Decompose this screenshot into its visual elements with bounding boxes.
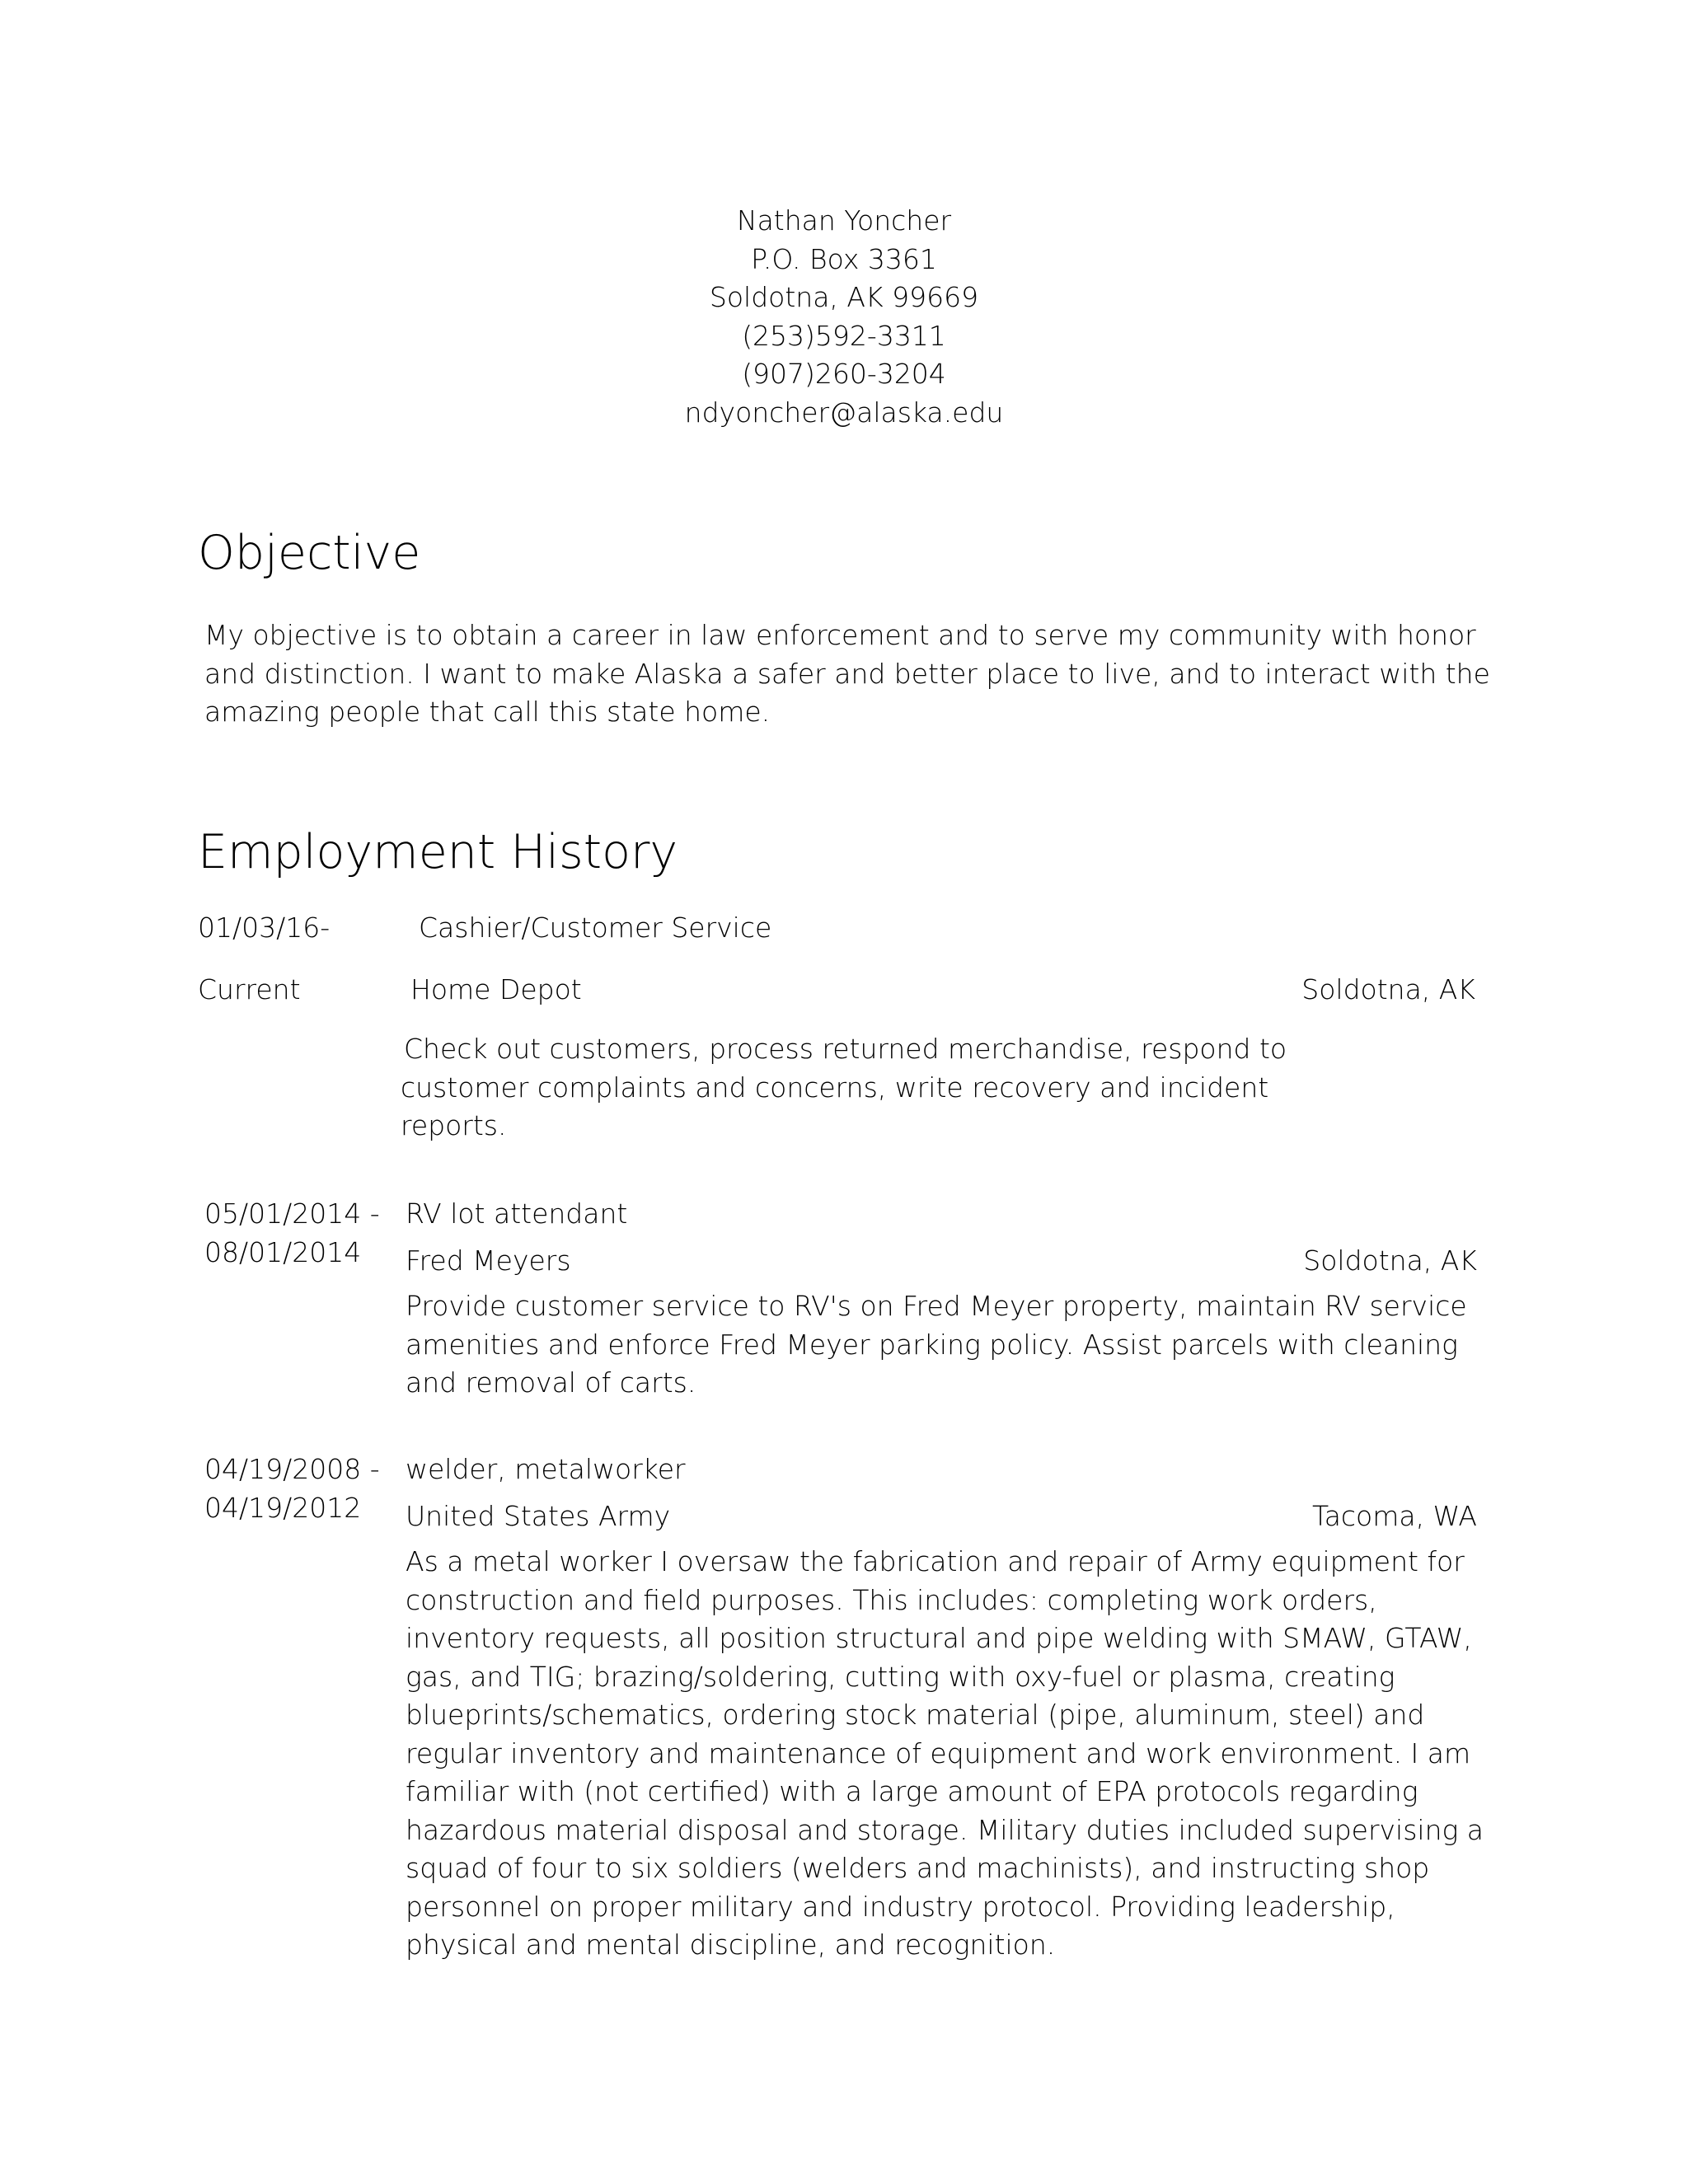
job-3-date-end: 04/19/2012 <box>204 1492 362 1524</box>
job-3-location: Tacoma, WA <box>1312 1500 1477 1532</box>
job-2-date-start: 05/01/2014 - <box>204 1197 380 1230</box>
job-3-date-start: 04/19/2008 - <box>204 1453 380 1485</box>
contact-address-line2: Soldotna, AK 99669 <box>709 281 979 313</box>
job-3-title: welder, metalworker <box>406 1453 686 1485</box>
contact-block <box>0 202 1688 432</box>
employment-heading: Employment History <box>198 825 678 879</box>
job-2-date-end: 08/01/2014 <box>204 1236 362 1268</box>
job-2-location: Soldotna, AK <box>1303 1244 1477 1277</box>
job-2-title: RV lot attendant <box>406 1197 628 1230</box>
objective-text: My objective is to obtain a career in law enforcement and to serve my community with honor and distinction. I want to make Alaska a safer and better place to live, and to interact with the amazing people that call this state home. <box>204 619 1490 728</box>
job-2-employer: Fred Meyers <box>406 1244 571 1277</box>
objective-heading: Objective <box>198 526 421 580</box>
job-1-date-end: Current <box>198 973 301 1005</box>
contact-phone-1: (253)592-3311 <box>742 319 946 352</box>
contact-name: Nathan Yoncher <box>736 204 952 237</box>
job-1-title: Cashier/Customer Service <box>419 912 772 944</box>
job-1-description: Check out customers, process returned merchandise, respond to customer complaints and concerns, write recovery and incident reports. <box>401 1033 1287 1141</box>
job-3-description: As a metal worker I oversaw the fabrication and repair of Army equipment for construction and field purposes. This includes: completing work orders, inventory requests, all position structural and pipe welding with SMAW, GTAW, gas, and TIG; brazing/soldering, cutting with oxy-fuel or plasma, creating blueprints/schematics, ordering stock material (pipe, aluminum, steel) and regular inventory and maintenance of equipment and work environment. I am familiar with (not certified) with a large amount of EPA protocols regarding hazardous material disposal and storage. Military duties included supervising a squad of four to six soldiers (welders and machinists), and instructing shop personnel on proper military and industry protocol. Providing leadership, physical and mental discipline, and recognition. <box>406 1545 1484 1961</box>
job-3-employer: United States Army <box>406 1500 671 1532</box>
job-1-date-start: 01/03/16- <box>198 912 331 944</box>
job-2-description: Provide customer service to RV's on Fred Meyer property, maintain RV service amenities and enforce Fred Meyer parking policy. Assist parcels with cleaning and removal of carts. <box>406 1290 1467 1399</box>
job-1-employer: Home Depot <box>410 973 582 1005</box>
contact-phone-2: (907)260-3204 <box>742 358 946 390</box>
contact-email: ndyoncher@alaska.edu <box>684 396 1004 429</box>
job-1-location: Soldotna, AK <box>1301 973 1475 1005</box>
contact-address-line1: P.O. Box 3361 <box>751 242 937 275</box>
